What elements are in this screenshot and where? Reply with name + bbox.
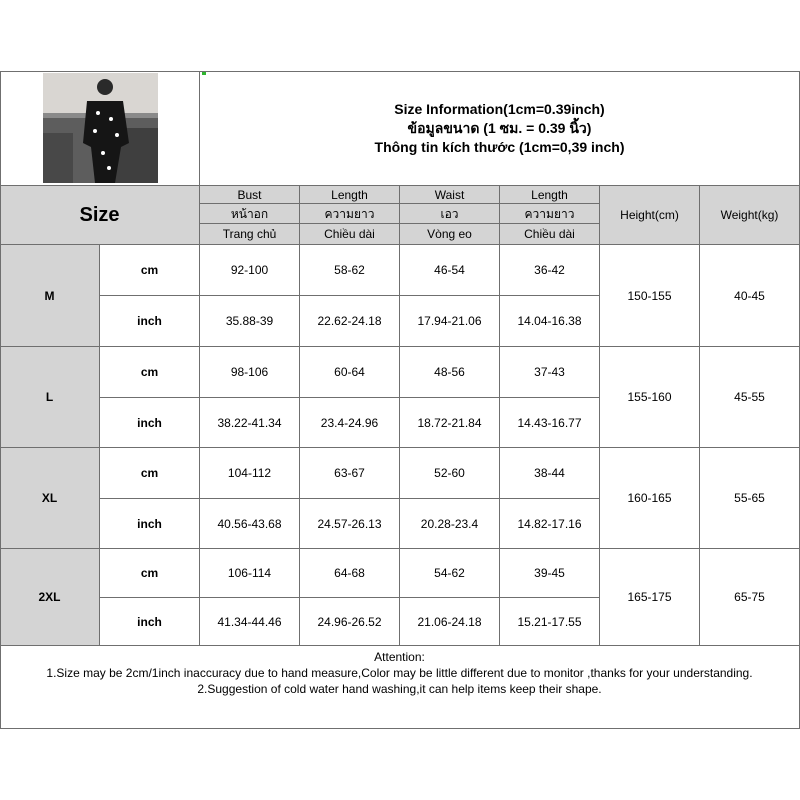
measurement-cell: 58-62: [300, 245, 400, 296]
height-value: 160-165: [600, 448, 700, 549]
weight-value: 40-45: [700, 245, 800, 347]
measurement-cell: 17.94-21.06: [400, 296, 500, 347]
photo-cell: [0, 71, 200, 186]
measurement-cell: 63-67: [300, 448, 400, 499]
info-title-th: ข้อมูลขนาด (1 ซม. = 0.39 นิ้ว): [407, 119, 592, 136]
weight-value: 65-75: [700, 549, 800, 646]
measurement-cell: 15.21-17.55: [500, 598, 600, 646]
measurement-cell: 60-64: [300, 347, 400, 398]
attention-line-2: 2.Suggestion of cold water hand washing,it can help items keep their shape.: [197, 682, 602, 696]
column-header-3-en: Waist: [400, 186, 500, 204]
weight-value: 45-55: [700, 347, 800, 448]
measurement-cell: 106-114: [200, 549, 300, 598]
measurement-cell: 40.56-43.68: [200, 499, 300, 549]
size-name: M: [0, 245, 100, 347]
measurement-cell: 14.43-16.77: [500, 398, 600, 448]
size-name: L: [0, 347, 100, 448]
unit-label-inch: inch: [100, 499, 200, 549]
column-header-1-vi: Trang chủ: [200, 224, 300, 245]
column-header-1-th: หน้าอก: [200, 204, 300, 224]
unit-label-cm: cm: [100, 347, 200, 398]
attention-note: [0, 646, 800, 729]
height-value: 150-155: [600, 245, 700, 347]
measurement-cell: 37-43: [500, 347, 600, 398]
measurement-cell: 20.28-23.4: [400, 499, 500, 549]
measurement-cell: 46-54: [400, 245, 500, 296]
measurement-cell: 92-100: [200, 245, 300, 296]
measurement-cell: 104-112: [200, 448, 300, 499]
size-name: 2XL: [0, 549, 100, 646]
measurement-cell: 36-42: [500, 245, 600, 296]
column-header-1-en: Bust: [200, 186, 300, 204]
unit-label-cm: cm: [100, 448, 200, 499]
measurement-cell: 38-44: [500, 448, 600, 499]
column-header-2-vi: Chiều dài: [300, 224, 400, 245]
column-header-4-en: Length: [500, 186, 600, 204]
size-header: Size: [0, 186, 200, 245]
height-value: 155-160: [600, 347, 700, 448]
measurement-cell: 41.34-44.46: [200, 598, 300, 646]
height-value: 165-175: [600, 549, 700, 646]
column-header-3-vi: Vòng eo: [400, 224, 500, 245]
attention-line-1: 1.Size may be 2cm/1inch inaccuracy due to hand measure,Color may be little different due to monitor ,thanks for your understanding.: [46, 666, 753, 680]
unit-label-inch: inch: [100, 398, 200, 448]
measurement-cell: 24.57-26.13: [300, 499, 400, 549]
measurement-cell: 48-56: [400, 347, 500, 398]
measurement-cell: 64-68: [300, 549, 400, 598]
unit-label-cm: cm: [100, 245, 200, 296]
column-header-3-th: เอว: [400, 204, 500, 224]
size-name: XL: [0, 448, 100, 549]
measurement-cell: 18.72-21.84: [400, 398, 500, 448]
unit-label-inch: inch: [100, 296, 200, 347]
measurement-cell: 35.88-39: [200, 296, 300, 347]
column-header-4-th: ความยาว: [500, 204, 600, 224]
unit-label-inch: inch: [100, 598, 200, 646]
column-header-2-en: Length: [300, 186, 400, 204]
info-title-vi: Thông tin kích thước (1cm=0,39 inch): [374, 138, 625, 155]
measurement-cell: 14.04-16.38: [500, 296, 600, 347]
column-header-2-th: ความยาว: [300, 204, 400, 224]
measurement-cell: 52-60: [400, 448, 500, 499]
size-information-title: [200, 71, 800, 186]
unit-label-cm: cm: [100, 549, 200, 598]
measurement-cell: 14.82-17.16: [500, 499, 600, 549]
measurement-cell: 22.62-24.18: [300, 296, 400, 347]
info-title-en: Size Information(1cm=0.39inch): [394, 100, 605, 117]
weight-value: 55-65: [700, 448, 800, 549]
measurement-cell: 98-106: [200, 347, 300, 398]
column-header-4-vi: Chiều dài: [500, 224, 600, 245]
measurement-cell: 23.4-24.96: [300, 398, 400, 448]
measurement-cell: 21.06-24.18: [400, 598, 500, 646]
attention-title: Attention:: [374, 650, 425, 664]
weight-header: Weight(kg): [700, 186, 800, 245]
measurement-cell: 24.96-26.52: [300, 598, 400, 646]
measurement-cell: 39-45: [500, 549, 600, 598]
measurement-cell: 38.22-41.34: [200, 398, 300, 448]
measurement-cell: 54-62: [400, 549, 500, 598]
height-header: Height(cm): [600, 186, 700, 245]
